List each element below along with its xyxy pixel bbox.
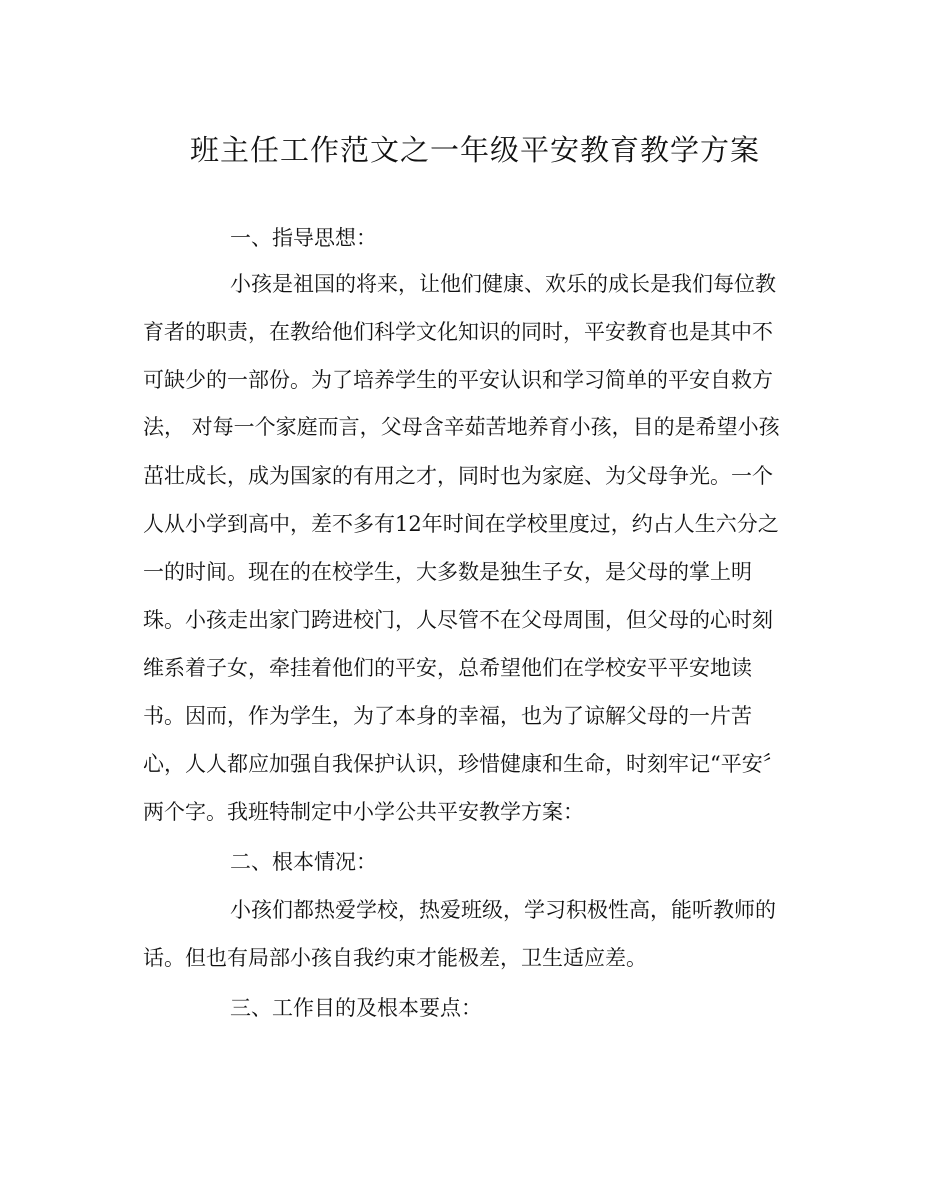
paragraph-line: 可缺少的一部份。为了培养学生的平安认识和学习简单的平安自救方 [143, 368, 773, 392]
paragraph-line: 书。因而，作为学生，为了本身的幸福，也为了谅解父母的一片苦 [143, 704, 752, 728]
paragraph-line: 人从小学到高中，差不多有12年时间在学校里度过，约占人生六分之 [143, 512, 779, 536]
paragraph-line: 法， 对每一个家庭而言，父母含辛茹苦地养育小孩，目的是希望小孩 [143, 415, 780, 439]
section-heading: 二、根本情况： [230, 850, 377, 874]
paragraph-line: 珠。小孩走出家门跨进校门，人尽管不在父母周围，但父母的心时刻 [143, 608, 773, 632]
section-heading: 一、指导思想： [230, 226, 377, 250]
paragraph-line: 心，人人都应加强自我保护认识，珍惜健康和生命，时刻牢记“平安〞 [143, 752, 784, 776]
section-heading: 三、工作目的及根本要点： [230, 996, 482, 1020]
paragraph-line: 育者的职责，在教给他们科学文化知识的同时，平安教育也是其中不 [143, 320, 773, 344]
paragraph-line: 茁壮成长，成为国家的有用之才，同时也为家庭、为父母争光。一个 [143, 464, 773, 488]
paragraph-line: 两个字。我班特制定中小学公共平安教学方案： [143, 800, 584, 824]
paragraph-line: 维系着子女，牵挂着他们的平安，总希望他们在学校安平平安地读 [143, 656, 752, 680]
document-title: 班主任工作范文之一年级平安教育教学方案 [189, 133, 760, 167]
paragraph-line: 小孩们都热爱学校，热爱班级，学习积极性高，能听教师的 [230, 898, 776, 922]
paragraph-line: 一的时间。现在的在校学生，大多数是独生子女，是父母的掌上明 [143, 560, 752, 584]
paragraph-line: 小孩是祖国的将来，让他们健康、欢乐的成长是我们每位教 [230, 272, 776, 296]
paragraph-line: 话。但也有局部小孩自我约束才能极差，卫生适应差。 [143, 946, 647, 970]
